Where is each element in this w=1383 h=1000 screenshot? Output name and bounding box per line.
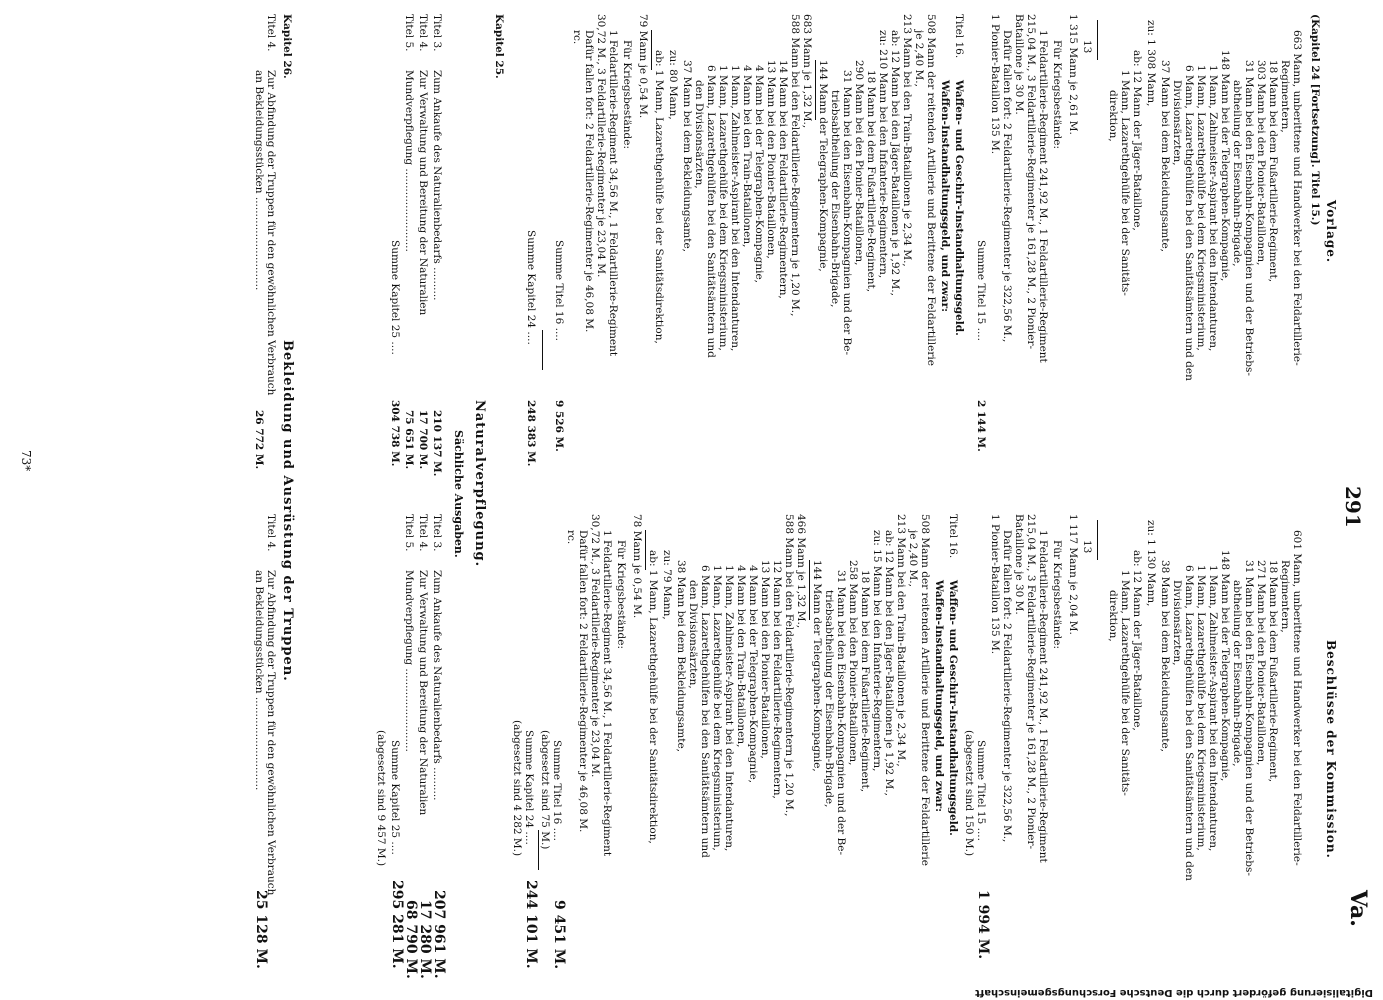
text-line: zu: 79 Mann,	[661, 550, 673, 620]
text-line: zu: 210 Mann bei den Infanterie-Regimentern,	[877, 30, 889, 279]
text-line: 215,04 M., 3 Feldartillerie-Regimenter je 161,28 M., 2 Pionier-	[1025, 14, 1037, 350]
sum-label: Summe Kapitel 24 ....	[523, 730, 535, 845]
divider	[815, 60, 816, 120]
sum-label: Summe Kapitel 24 ....	[525, 230, 537, 345]
text-line: 508 Mann der reitenden Artillerie und Berittene der Feldartillerie	[925, 14, 937, 366]
text-line: 31 Mann bei den Eisenbahn-Kompagnien und der Be-	[841, 70, 853, 356]
section-heading: Waffen-Instandhaltungsgeld, und zwar:	[939, 80, 951, 312]
text-line: 1 Mann, Lazarethgehülfe bei dem Kriegsministerium,	[1195, 65, 1207, 351]
text-line: 31 Mann bei den Eisenbahn-Kompagnien und der Be-	[835, 570, 847, 856]
text-line: je 2,40 M.,	[913, 30, 925, 87]
text-line: 6 Mann, Lazarethgehülfen bei den Sanitätsämtern und den	[1183, 65, 1195, 381]
text-line: 1 Mann, Lazarethgehülfe bei dem Kriegsministerium,	[717, 65, 729, 351]
deduction-note: (abgesetzt sind 9 457 M.)	[375, 730, 387, 867]
titel-label: Titel 16.	[947, 514, 959, 559]
text-line: zu: 1 308 Mann,	[1145, 20, 1157, 107]
row-text: Zum Ankaufe des Naturalienbedarfs ..........	[431, 70, 443, 301]
column-heading: Vorlage.	[1324, 200, 1338, 264]
row-value: 17 280 M.	[417, 900, 433, 979]
text-line: 37 Mann bei dem Bekleidungsamte,	[1159, 60, 1171, 252]
row-text: an Bekleidungsstücken ............................	[253, 570, 265, 791]
digitization-banner	[0, 986, 1383, 1000]
text-line: direktion,	[1107, 90, 1119, 142]
text-line: 12 Mann bei den Feldartillerie-Regimentern,	[771, 560, 783, 799]
text-line: den Divisionsärzten,	[693, 80, 705, 189]
row-text: Zur Verwaltung und Bereitung der Naturalien	[417, 70, 429, 316]
row-text: an Bekleidungsstücken ............................	[253, 70, 265, 291]
sum-value: 295 281 M.	[389, 880, 405, 969]
text-line: 144 Mann der Telegraphen-Kompagnie,	[811, 560, 823, 772]
titel-label: Titel 3.	[431, 514, 443, 552]
row-value: 210 137 M.	[431, 410, 443, 477]
text-line: rc.	[565, 530, 577, 545]
text-line: 1 Mann, Zahlmeister-Aspirant bei den Intendanturen,	[1207, 65, 1219, 352]
text-line: 1 Mann, Zahlmeister-Aspirant bei den Intendanturen,	[729, 65, 741, 352]
text-line: 1 Mann, Lazarethgehülfe bei dem Kriegsministerium,	[1195, 565, 1207, 851]
text-line: Für Kriegsbestände:	[1051, 40, 1063, 149]
text-line: 148 Mann bei der Telegraphen-Kompagnie,	[1219, 550, 1231, 782]
text-line: 508 Mann der reitenden Artillerie und Berittene der Feldartillerie	[919, 514, 931, 866]
text-line: 6 Mann, Lazarethgehülfen bei den Sanitätsämtern und	[699, 565, 711, 858]
page-number: 291	[1341, 486, 1365, 528]
text-line: Für Kriegsbestände:	[621, 40, 633, 149]
footer-number: 73*	[19, 450, 33, 472]
divider	[651, 30, 652, 70]
text-line: 30,72 M., 3 Feldartillerie-Regimenter je 23,04 M.	[595, 14, 607, 278]
text-line: ab: 1 Mann, Lazarethgehülfe bei der Sanitätsdirektion,	[647, 550, 659, 844]
row-text: Zum Ankaufe des Naturalienbedarfs ..........	[431, 570, 443, 801]
chapter-label: Kapitel 26.	[281, 14, 293, 79]
titel-label: Titel 4.	[417, 14, 429, 52]
sheet-label: Va.	[1345, 890, 1371, 927]
sum-value: 2 144 M.	[975, 400, 987, 452]
chapter-title: Bekleidung und Ausrüstung der Truppen.	[280, 340, 295, 682]
deduction-note: (abgesetzt sind 75 M.)	[539, 730, 551, 850]
titel-label: Titel 16.	[953, 14, 965, 59]
text-line: Für Kriegsbestände:	[615, 540, 627, 649]
text-line: 1 Mann, Zahlmeister-Aspirant bei den Intendanturen,	[1207, 565, 1219, 852]
titel-label: Titel 3.	[431, 14, 443, 52]
section-heading: Waffen- und Geschirr-Instandhaltungsgeld.	[953, 80, 965, 336]
text-line: 18 Mann bei dem Fußartillerie-Regiment,	[865, 70, 877, 293]
text-line: 1 Mann, Lazarethgehülfe bei dem Kriegsministerium,	[711, 565, 723, 851]
sum-value: 9 526 M.	[553, 400, 565, 452]
divider	[645, 530, 646, 570]
text-line: 1 Feldartillerie-Regiment 241,92 M., 1 Feldartillerie-Regiment	[1037, 30, 1049, 363]
text-line: 1 Feldartillerie-Regiment 34,56 M., 1 Feldartillerie-Regiment	[601, 530, 613, 857]
continuation-note: (Kapitel 24 [Fortsetzung]. Titel 15.)	[1309, 14, 1321, 226]
text-line: je 2,40 M.,	[907, 530, 919, 587]
row-value: 75 651 M.	[403, 410, 415, 470]
text-line: rc.	[571, 30, 583, 45]
text-line: triebsabtheilung der Eisenbahn-Brigade,	[829, 90, 841, 308]
text-line: 1 Mann, Lazarethgehülfe bei der Sanitäts-	[1119, 570, 1131, 796]
titel-label: Titel 4.	[417, 514, 429, 552]
sum-label: Summe Titel 15 ....	[975, 740, 987, 841]
divider	[538, 830, 539, 870]
text-line: 466 Mann je 1,32 M.,	[795, 514, 807, 629]
text-line: Bataillone je 30 M.	[1013, 514, 1025, 615]
row-text: Mundverpflegung .........................	[403, 570, 415, 752]
text-line: 4 Mann bei den Train-Bataillonen,	[735, 565, 747, 748]
row-text: Zur Abfindung der Truppen für den gewöhnlichen Verbrauch	[265, 570, 277, 896]
text-line: 1 117 Mann je 2,04 M.	[1067, 514, 1079, 635]
text-line: 13 Mann bei den Pionier-Bataillonen,	[759, 560, 771, 759]
sum-label: Summe Kapitel 25 ....	[389, 740, 401, 855]
text-line: Regimentern,	[1279, 560, 1291, 633]
text-line: Dafür fallen fort: 2 Feldartillerie-Regimenter je 46,08 M.	[583, 30, 595, 333]
sum-label: Summe Titel 15 ....	[975, 240, 987, 341]
row-text: Zur Verwaltung und Bereitung der Naturalien	[417, 570, 429, 816]
text-line: 258 Mann bei den Pionier-Bataillonen,	[847, 560, 859, 766]
text-line: direktion,	[1107, 590, 1119, 642]
text-line: den Divisionsärzten,	[687, 580, 699, 689]
text-line: 1 Mann, Lazarethgehülfe bei der Sanitäts-	[1119, 70, 1131, 296]
text-line: 37 Mann bei dem Bekleidungsamte,	[681, 60, 693, 252]
text-line: Regimentern,	[1279, 60, 1291, 133]
text-line: 13	[1081, 40, 1093, 54]
section-heading: Waffen-Instandhaltungsgeld, und zwar:	[933, 580, 945, 812]
divider	[809, 560, 810, 620]
text-line: 13	[1081, 540, 1093, 554]
text-line: 4 Mann bei der Telegraphen-Kompagnie,	[747, 565, 759, 784]
text-line: 18 Mann bei dem Fußartillerie-Regiment,	[1267, 60, 1279, 283]
text-line: Bataillone je 30 M.	[1013, 14, 1025, 115]
text-line: 14 Mann bei den Feldartillerie-Regimentern,	[777, 60, 789, 299]
text-line: 6 Mann, Lazarethgehülfen bei den Sanitätsämtern und den	[1183, 565, 1195, 881]
divider	[542, 330, 543, 370]
text-line: 38 Mann bei dem Bekleidungsamte,	[1159, 560, 1171, 752]
text-line: 31 Mann bei den Eisenbahn-Kompagnien und der Betriebs-	[1243, 560, 1255, 876]
chapter-title: Naturalverpflegung.	[472, 400, 487, 568]
text-line: ab: 12 Mann bei den Jäger-Bataillonen je 1,92 M.,	[883, 530, 895, 796]
text-line: 588 Mann bei den Feldartillerie-Regimentern je 1,20 M.,	[783, 514, 795, 817]
sum-value: 304 738 M.	[389, 400, 401, 467]
text-line: 38 Mann bei dem Bekleidungsamte,	[675, 560, 687, 752]
text-line: 4 Mann bei der Telegraphen-Kompagnie,	[753, 65, 765, 284]
text-line: abtheilung der Eisenbahn-Brigade,	[1231, 80, 1243, 267]
divider	[1097, 520, 1098, 560]
text-line: ab: 12 Mann bei den Jäger-Bataillonen je 1,92 M.,	[889, 30, 901, 296]
titel-label: Titel 5.	[403, 514, 415, 552]
text-line: 663 Mann, unberittene und Handwerker bei den Feldartillerie-	[1291, 30, 1303, 366]
text-line: 213 Mann bei den Train-Bataillonen je 2,34 M.,	[901, 14, 913, 267]
text-line: 303 Mann bei den Pionier-Bataillonen,	[1255, 60, 1267, 266]
text-line: 1 Mann, Zahlmeister-Aspirant bei den Intendanturen,	[723, 565, 735, 852]
text-line: 1 Feldartillerie-Regiment 34,56 M., 1 Feldartillerie-Regiment	[607, 30, 619, 357]
divider	[1097, 20, 1098, 60]
text-line: Divisionsärzten,	[1171, 80, 1183, 166]
text-line: 31 Mann bei den Eisenbahn-Kompagnien und der Betriebs-	[1243, 60, 1255, 376]
text-line: 78 Mann je 0,54 M.	[631, 514, 643, 619]
text-line: triebsabtheilung der Eisenbahn-Brigade,	[823, 590, 835, 808]
text-line: Für Kriegsbestände:	[1051, 540, 1063, 649]
digitization-note: Digitalisierung gefördert durch die Deutsche Forschungsgemeinschaft	[975, 987, 1373, 998]
text-line: 290 Mann bei den Pionier-Bataillonen,	[853, 60, 865, 266]
text-line: 1 Pionier-Bataillon 135 M.	[989, 514, 1001, 655]
titel-label: Titel 4.	[265, 514, 277, 552]
text-line: Dafür fallen fort: 2 Feldartillerie-Regimenter je 46,08 M.	[577, 530, 589, 833]
column-heading: Beschlüsse der Kommission.	[1324, 640, 1338, 859]
sum-value: 1 994 M.	[975, 890, 991, 960]
text-line: Divisionsärzten,	[1171, 580, 1183, 666]
text-line: 215,04 M., 3 Feldartillerie-Regimenter je 161,28 M., 2 Pionier-	[1025, 514, 1037, 850]
text-line: ab: 1 Mann, Lazarethgehülfe bei der Sanitätsdirektion,	[653, 50, 665, 344]
text-line: 271 Mann bei den Pionier-Bataillonen,	[1255, 560, 1267, 766]
row-text: Zur Abfindung der Truppen für den gewöhnlichen Verbrauch	[265, 70, 277, 396]
text-line: 6 Mann, Lazarethgehülfen bei den Sanitätsämtern und	[705, 65, 717, 358]
chapter-label: Kapitel 25.	[493, 14, 505, 79]
chapter-subtitle: Sächliche Ausgaben.	[452, 430, 465, 558]
deduction-note: (abgesetzt sind 150 M.)	[963, 730, 975, 857]
text-line: 601 Mann, unberittene und Handwerker bei den Feldartillerie-	[1291, 530, 1303, 866]
text-line: zu: 1 130 Mann,	[1145, 520, 1157, 607]
text-line: 79 Mann je 0,54 M.	[637, 14, 649, 119]
sum-value: 248 383 M.	[525, 400, 537, 467]
row-value: 207 961 M.	[431, 890, 447, 979]
text-line: abtheilung der Eisenbahn-Brigade,	[1231, 580, 1243, 767]
text-line: 1 315 Mann je 2,61 M.	[1067, 14, 1079, 135]
text-line: Dafür fallen fort: 2 Feldartillerie-Regimenter je 322,56 M.,	[1001, 30, 1013, 343]
section-heading: Waffen- und Geschirr-Instandhaltungsgeld.	[947, 580, 959, 836]
text-line: Dafür fallen fort: 2 Feldartillerie-Regimenter je 322,56 M.,	[1001, 530, 1013, 843]
deduction-note: (abgesetzt sind 4 282 M.)	[511, 720, 523, 857]
text-line: 213 Mann bei den Train-Bataillonen je 2,34 M.,	[895, 514, 907, 767]
row-value: 17 700 M.	[417, 410, 429, 470]
text-line: 18 Mann bei dem Fußartillerie-Regiment,	[1267, 560, 1279, 783]
text-line: 1 Feldartillerie-Regiment 241,92 M., 1 Feldartillerie-Regiment	[1037, 530, 1049, 863]
text-line: 588 Mann bei den Feldartillerie-Regimentern je 1,20 M.,	[789, 14, 801, 317]
text-line: 18 Mann bei dem Fußartillerie-Regiment,	[859, 570, 871, 793]
row-text: Mundverpflegung .........................	[403, 70, 415, 252]
sum-value: 9 451 M.	[551, 900, 567, 970]
text-line: zu: 15 Mann bei den Infanterie-Regimentern,	[871, 530, 883, 772]
sum-label: Summe Kapitel 25 ....	[389, 240, 401, 355]
text-line: 144 Mann der Telegraphen-Kompagnie,	[817, 60, 829, 272]
text-line: zu: 80 Mann,	[667, 50, 679, 120]
sum-label: Summe Titel 16 ....	[551, 740, 563, 841]
row-value: 25 128 M.	[253, 890, 269, 969]
row-value: 26 772 M.	[253, 410, 265, 470]
text-line: 30,72 M., 3 Feldartillerie-Regimenter je 23,04 M.	[589, 514, 601, 778]
text-line: 683 Mann je 1,32 M.,	[801, 14, 813, 129]
text-line: ab: 12 Mann der Jäger-Bataillone,	[1131, 50, 1143, 231]
titel-label: Titel 5.	[403, 14, 415, 52]
column-beschluesse	[0, 500, 1383, 1000]
text-line: 1 Pionier-Bataillon 135 M.	[989, 14, 1001, 155]
sum-label: Summe Titel 16 ....	[553, 240, 565, 341]
titel-label: Titel 4.	[265, 14, 277, 52]
sum-value: 244 101 M.	[523, 880, 539, 969]
text-line: 148 Mann bei der Telegraphen-Kompagnie,	[1219, 50, 1231, 282]
row-value: 68 790 M.	[403, 900, 419, 979]
text-line: 13 Mann bei den Pionier-Bataillonen,	[765, 60, 777, 259]
text-line: 4 Mann bei den Train-Bataillonen,	[741, 65, 753, 248]
text-line: ab: 12 Mann der Jäger-Bataillone,	[1131, 550, 1143, 731]
